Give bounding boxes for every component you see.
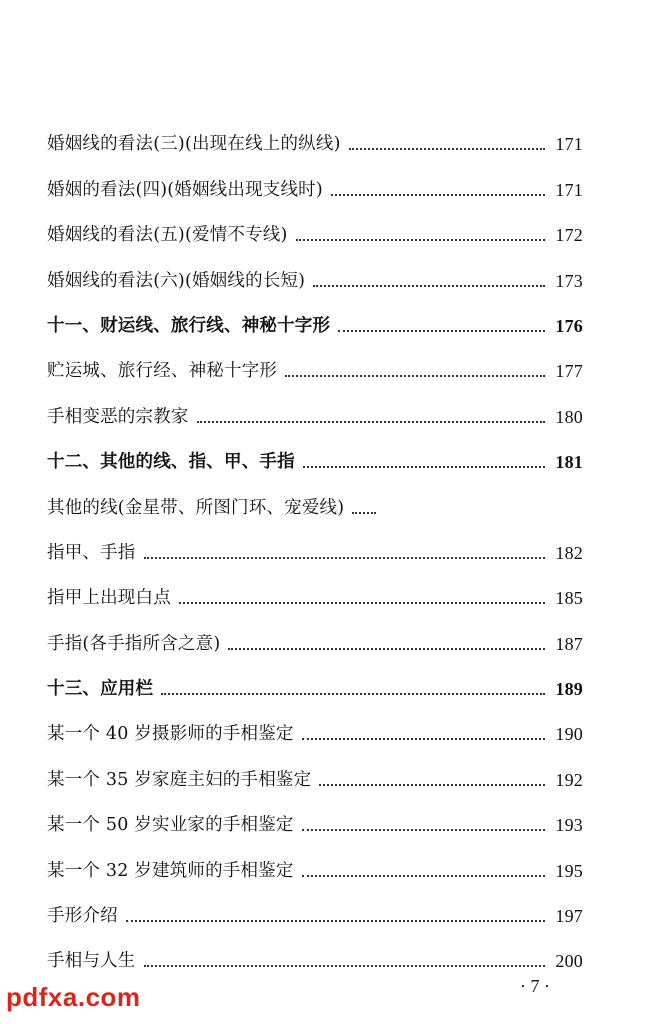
dot-leader: [296, 239, 545, 241]
toc-entry-title: 婚姻线的看法(六)(婚姻线的长短): [47, 270, 306, 291]
toc-entry-page: 187: [555, 633, 583, 654]
toc-entry-title: 十二、其他的线、指、甲、手指: [47, 452, 295, 473]
toc-entry: [47, 209, 583, 254]
toc-entry: [47, 390, 583, 435]
toc-entry-title: 手相变恶的宗教家: [47, 406, 189, 427]
toc-entry-page: 193: [555, 815, 583, 836]
toc-entry: [47, 300, 583, 345]
dot-leader: [179, 602, 545, 604]
toc-entry-page: 177: [555, 361, 583, 382]
toc-entry-title: 某一个 35 岁家庭主妇的手相鉴定: [47, 769, 312, 790]
dot-leader: [126, 920, 545, 922]
toc-entry-page: 173: [555, 270, 583, 291]
toc-entry: [47, 345, 583, 390]
toc-entry-title: 手形介绍: [47, 906, 118, 927]
toc-entry-title: 手指(各手指所含之意): [47, 633, 221, 654]
dot-leader: [228, 648, 545, 650]
toc-entry: [47, 708, 583, 753]
dot-leader: [349, 148, 545, 150]
dot-leader: [144, 965, 546, 967]
dot-leader: [197, 421, 545, 423]
table-of-contents: [47, 118, 583, 980]
toc-entry-page: 180: [555, 406, 583, 427]
toc-entry: [47, 163, 583, 208]
toc-entry: [47, 254, 583, 299]
toc-entry-page: 171: [555, 179, 583, 200]
dot-leader: [144, 557, 546, 559]
dot-leader: [285, 375, 545, 377]
toc-entry-title: 十三、应用栏: [47, 679, 154, 700]
toc-entry-page: 192: [555, 769, 583, 790]
toc-entry-page: 197: [555, 906, 583, 927]
toc-entry-title: 婚姻线的看法(三)(出现在线上的纵线): [47, 134, 341, 155]
toc-entry-page: 189: [555, 679, 583, 700]
dot-leader: [338, 330, 545, 332]
toc-entry-page: 182: [555, 542, 583, 563]
toc-entry-page: 172: [555, 225, 583, 246]
toc-entry: [47, 527, 583, 572]
toc-entry-title: 指甲、手指: [47, 542, 136, 563]
toc-entry: [47, 753, 583, 798]
page-number: · 7 ·: [520, 976, 550, 996]
toc-entry: [47, 118, 583, 163]
dot-leader: [302, 738, 545, 740]
toc-entry: [47, 935, 583, 980]
toc-entry-title: 某一个 40 岁摄影师的手相鉴定: [47, 724, 294, 745]
toc-entry-title: 某一个 32 岁建筑师的手相鉴定: [47, 860, 294, 881]
toc-entry: [47, 890, 583, 935]
dot-leader: [303, 466, 545, 468]
dot-leader: [331, 194, 545, 196]
toc-entry-title: 十一、财运线、旅行线、神秘十字形: [47, 315, 331, 336]
toc-entry: [47, 844, 583, 889]
toc-entry: [47, 799, 583, 844]
dot-leader: [302, 829, 545, 831]
toc-entry-title: 手相与人生: [47, 951, 136, 972]
dot-leader: [313, 285, 545, 287]
toc-entry-page: 181: [555, 452, 583, 473]
toc-entry: [47, 663, 583, 708]
toc-entry-page: 190: [555, 724, 583, 745]
watermark-logo: pdfxa.com: [6, 982, 141, 1012]
dot-leader: [302, 875, 545, 877]
toc-entry: [47, 572, 583, 617]
toc-entry-title: 婚姻的看法(四)(婚姻线出现支线时): [47, 179, 323, 200]
toc-entry-page: 195: [555, 860, 583, 881]
dot-leader: [161, 693, 545, 695]
toc-entry-title: 贮运城、旅行经、神秘十字形: [47, 361, 278, 382]
toc-entry: [47, 481, 583, 526]
toc-entry-title: 婚姻线的看法(五)(爱情不专线): [47, 225, 288, 246]
dot-leader: [319, 784, 545, 786]
toc-entry-page: 176: [555, 315, 583, 336]
toc-entry-title: 某一个 50 岁实业家的手相鉴定: [47, 815, 294, 836]
toc-entry: [47, 436, 583, 481]
toc-entry-page: 200: [555, 951, 583, 972]
toc-entry-page: 171: [555, 134, 583, 155]
toc-entry-page: 185: [555, 588, 583, 609]
toc-entry: [47, 617, 583, 662]
dot-leader: [352, 512, 376, 514]
toc-entry-title: 其他的线(金星带、所图门环、宠爱线): [47, 497, 345, 518]
toc-entry-title: 指甲上出现白点: [47, 588, 171, 609]
